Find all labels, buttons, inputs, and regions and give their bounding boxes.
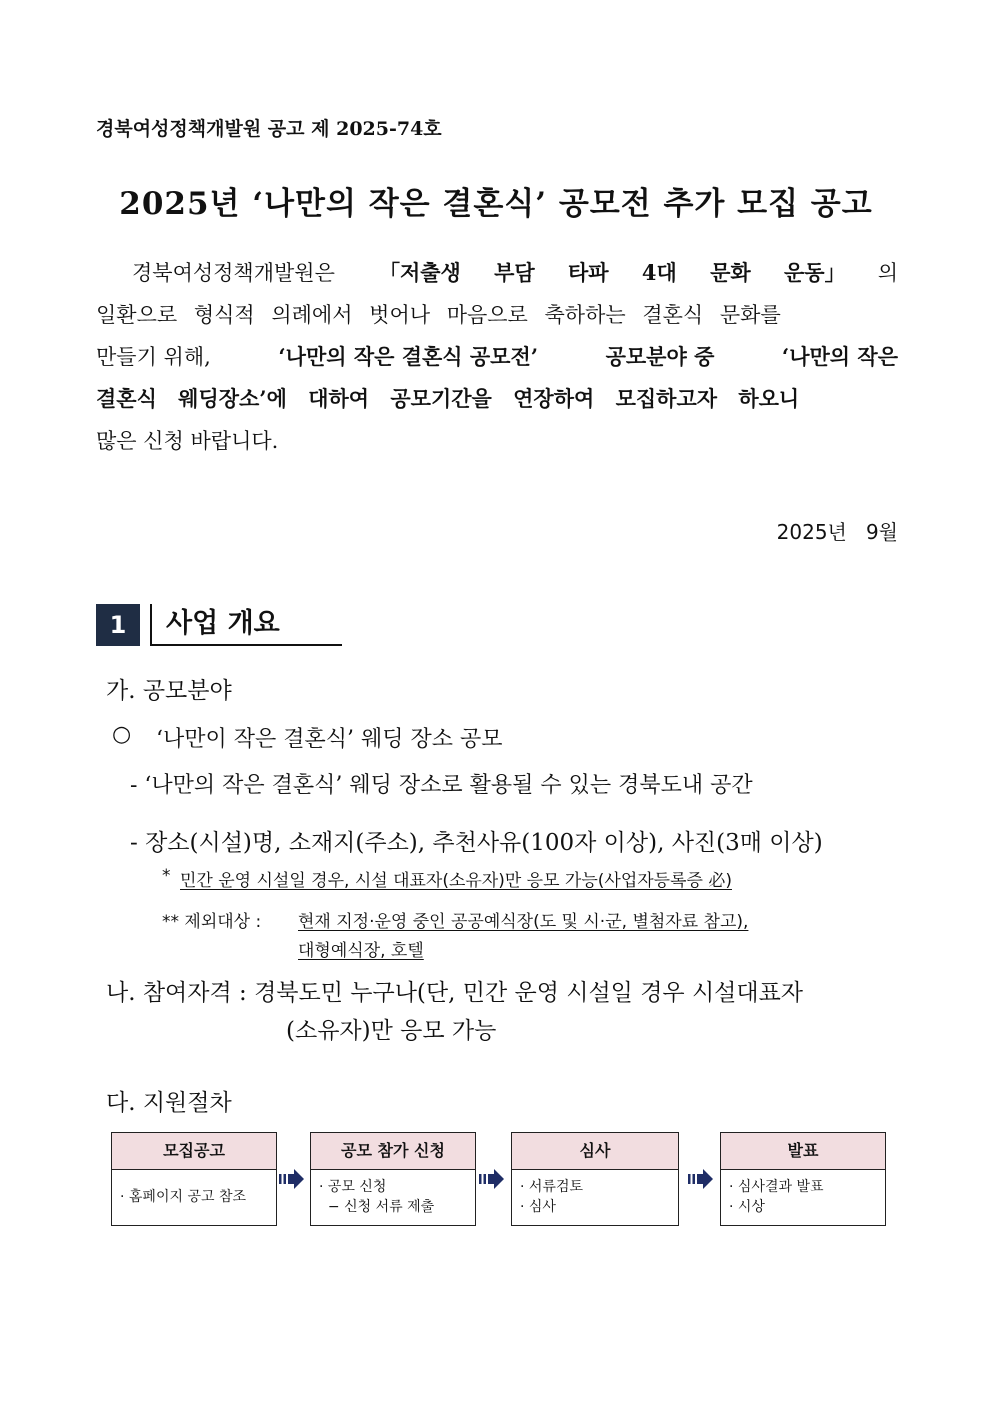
intro-text-bold: 결혼식 웨딩장소’에 대하여 공모기간을 연장하여 모집하고자 하오니: [96, 386, 800, 411]
intro-text: 많은 신청 바랍니다.: [96, 429, 279, 453]
dash-item-1: - ‘나만의 작은 결혼식’ 웨딩 장소로 활용될 수 있는 경북도내 공간: [130, 773, 753, 798]
dash-item-2: - 장소(시설)명, 소재지(주소), 추천사유(100자 이상), 사진(3매 이상): [130, 830, 823, 856]
contest-name: ‘나만의 작은 결혼식 공모전’: [278, 344, 539, 369]
section-title: 사업 개요: [150, 604, 342, 646]
intro-text: 경북여성정책개발원은: [132, 261, 335, 285]
exclusion-label: ** 제외대상 :: [162, 912, 262, 932]
intro-line-2: [96, 294, 898, 336]
note-marker: *: [162, 866, 171, 886]
step-body: [520, 1169, 674, 1225]
step-header: 심사: [512, 1133, 678, 1170]
bullet-marker: ○: [112, 722, 132, 747]
bullet-item: ‘나만이 작은 결혼식’ 웨딩 장소 공모: [156, 727, 503, 752]
step-line: · 시상: [729, 1199, 765, 1215]
intro-line-1: [96, 252, 898, 294]
subsection-ga-title: 가. 공모분야: [106, 678, 232, 704]
eligibility-line-1: 나. 참여자격 : 경북도민 누구나(단, 민간 운영 시설일 경우 시설대표자: [106, 980, 804, 1006]
step-line: · 심사: [520, 1199, 556, 1215]
step-header: 공모 참가 신청: [311, 1133, 475, 1170]
step-review: [511, 1132, 679, 1226]
announcement-date: 2025년 9월: [776, 520, 898, 544]
campaign-name: 「저출생 부담 타파 4대 문화 운동」: [378, 260, 846, 285]
step-line: · 서류검토: [520, 1179, 583, 1195]
arrow-right-icon: [479, 1168, 505, 1190]
intro-paragraph: [96, 252, 898, 462]
exclusion-line-2: 대형예식장, 호텔: [298, 941, 424, 961]
intro-text: 일환으로 형식적 의례에서 벗어나 마음으로 축하하는 결혼식 문화를: [96, 303, 781, 327]
step-body: [120, 1169, 272, 1225]
step-header: 발표: [721, 1133, 885, 1170]
step-recruit-notice: [111, 1132, 277, 1226]
page-title: 2025년 ‘나만의 작은 결혼식’ 공모전 추가 모집 공고: [119, 186, 873, 222]
exclusion-line-1: 현재 지정·운영 중인 공공예식장(도 및 시·군, 별첨자료 참고),: [298, 912, 749, 932]
intro-text-bold: 공모분야 중: [605, 344, 715, 369]
intro-line-3: [96, 336, 898, 378]
arrow-right-icon: [688, 1168, 714, 1190]
section-number-badge: 1: [96, 604, 140, 646]
step-body: [729, 1169, 881, 1225]
eligibility-line-2: (소유자)만 응모 가능: [286, 1018, 497, 1044]
intro-line-5: [96, 420, 898, 462]
step-line: − 신청 서류 제출: [319, 1199, 435, 1215]
note-private-facility: 민간 운영 시설일 경우, 시설 대표자(소유자)만 응모 가능(사업자등록증 必): [180, 871, 732, 891]
category-name: ‘나만의 작은: [781, 344, 898, 369]
notice-number: 경북여성정책개발원 공고 제 2025-74호: [96, 118, 442, 140]
arrow-right-icon: [279, 1168, 305, 1190]
step-header: 모집공고: [112, 1133, 276, 1170]
subsection-da-title: 다. 지원절차: [106, 1090, 232, 1116]
intro-text: 만들기 위해,: [96, 345, 211, 369]
intro-text: 의: [877, 261, 898, 285]
intro-line-4: [96, 378, 898, 420]
step-line: · 공모 신청: [319, 1179, 387, 1195]
step-line: · 심사결과 발표: [729, 1179, 824, 1195]
step-announcement: [720, 1132, 886, 1226]
step-line: · 홈페이지 공고 참조: [120, 1189, 246, 1205]
step-body: [319, 1169, 471, 1225]
step-application: [310, 1132, 476, 1226]
